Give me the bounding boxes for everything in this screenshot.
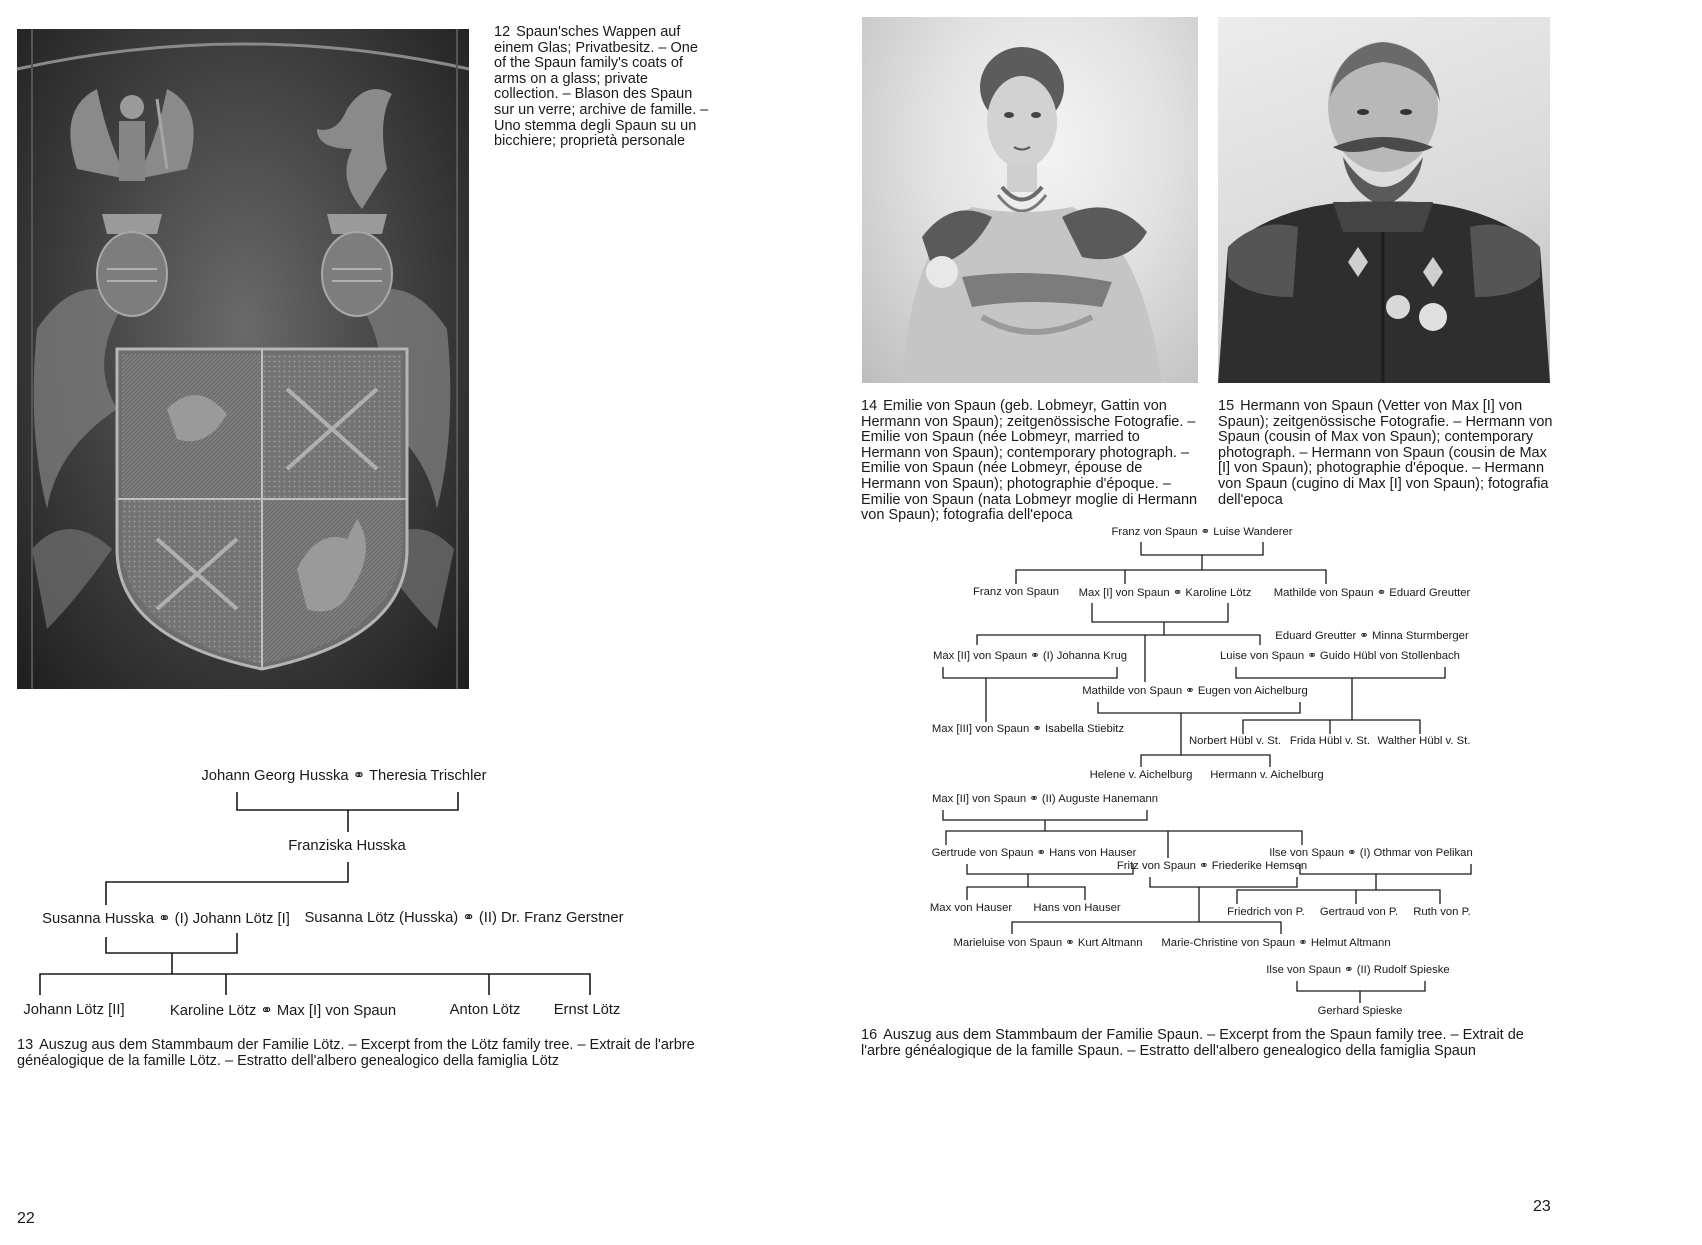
tree13-node-susanna-lotz-II: Susanna Lötz (Husska) ⚭ (II) Dr. Franz Gerstner [304,910,624,926]
tree16-max-II-auguste: Max [II] von Spaun ⚭ (II) Auguste Hanemann [931,793,1159,805]
figure-12-caption-text: Spaun'sches Wappen auf einem Glas; Privatbesitz. – One of the Spaun family's coats of arms on a glass; private collection. – Blason des Spaun sur un verre; archive de famille. – Uno stemma degli Spaun su un bicchiere; proprietà personale [494,24,709,150]
tree13-node-franziska-husska: Franziska Husska [288,838,406,854]
tree16-norbert-hubl: Norbert Hübl v. St. [1188,735,1282,747]
tree16-ilse-rudolf: Ilse von Spaun ⚭ (II) Rudolf Spieske [1266,964,1450,976]
tree13-node-johann-georg-husska: Johann Georg Husska ⚭ Theresia Trischler [201,768,487,784]
page-number-right: 23 [1533,1198,1551,1215]
tree16-max-III-isabella: Max [III] von Spaun ⚭ Isabella Stiebitz [931,723,1125,735]
tree16-ilse-othmar: Ilse von Spaun ⚭ (I) Othmar von Pelikan [1269,847,1473,859]
figure-16-number: 16 [861,1027,878,1043]
tree16-gertraud-von-p: Gertraud von P. [1319,906,1399,918]
tree16-helene-aichelburg: Helene v. Aichelburg [1089,769,1193,781]
figure-13-number: 13 [17,1037,34,1053]
tree16-max-II-johanna: Max [II] von Spaun ⚭ (I) Johanna Krug [932,650,1128,662]
figure-13-caption-text: Auszug aus dem Stammbaum der Familie Lötz. – Excerpt from the Lötz family tree. – Extrait de l'arbre généalogique de la famille Lötz. – Estratto dell'albero genealogico della famiglia Lötz [17,1037,695,1069]
tree16-friedrich-von-p: Friedrich von P. [1227,906,1305,918]
tree13-node-ernst-lotz: Ernst Lötz [553,1002,621,1018]
tree16-luise-guido: Luise von Spaun ⚭ Guido Hübl von Stollenbach [1220,650,1460,662]
tree16-hermann-aichelburg: Hermann v. Aichelburg [1210,769,1324,781]
tree16-frida-hubl: Frida Hübl v. St. [1289,735,1371,747]
tree16-marieluise-kurt: Marieluise von Spaun ⚭ Kurt Altmann [953,937,1143,949]
tree16-walther-hubl: Walther Hübl v. St. [1377,735,1471,747]
tree16-mathilde-eugen: Mathilde von Spaun ⚭ Eugen von Aichelburg [1082,685,1308,697]
figure-14-number: 14 [861,398,878,414]
tree16-ruth-von-p: Ruth von P. [1413,906,1471,918]
tree16-marie-christine-helmut: Marie-Christine von Spaun ⚭ Helmut Altmann [1161,937,1391,949]
tree16-franz-luise: Franz von Spaun ⚭ Luise Wanderer [1111,526,1293,538]
tree16-fritz-friederike: Fritz von Spaun ⚭ Friederike Hemsen [1116,860,1308,872]
tree16-eduard-minna: Eduard Greutter ⚭ Minna Sturmberger [1275,630,1469,642]
figure-15-caption-text: Hermann von Spaun (Vetter von Max [I] von Spaun); zeitgenössische Fotografie. – Hermann von Spaun (cousin of Max von Spaun); contemporary photograph. – Hermann von Spaun (cousin de Max [I] von Spaun); photographie d'époque. – Hermann von Spaun (cugino di Max [I] von Spaun); fotografia dell'epoca [1218,398,1553,508]
page-number-left: 22 [17,1210,35,1227]
figure-16-caption-text: Auszug aus dem Stammbaum der Familie Spaun. – Excerpt from the Spaun family tree. – Extrait de l'arbre généalogique de la famille Spaun. – Estratto dell'albero genealogico della famiglia Spaun [861,1027,1524,1059]
figure-16-caption [861,1028,1561,1059]
tree16-max-von-hauser: Max von Hauser [929,902,1013,914]
tree13-node-susanna-husska-I: Susanna Husska ⚭ (I) Johann Lötz [I] [42,911,290,927]
tree13-node-anton-lotz: Anton Lötz [449,1002,521,1018]
tree16-gertrude-hans: Gertrude von Spaun ⚭ Hans von Hauser [931,847,1137,859]
tree16-mathilde-eduard: Mathilde von Spaun ⚭ Eduard Greutter [1273,587,1471,599]
tree13-node-karoline-lotz: Karoline Lötz ⚭ Max [I] von Spaun [169,1003,397,1019]
figure-12-number: 12 [494,24,511,40]
figure-14-caption-text: Emilie von Spaun (geb. Lobmeyr, Gattin von Hermann von Spaun); zeitgenössische Fotografie. – Emilie von Spaun (née Lobmeyr, married to Hermann von Spaun); contemporary photograph. – Emilie von Spaun (née Lobmeyr, épouse de Hermann von Spaun); photographie d'époque. – Emilie von Spaun (nata Lobmeyr moglie di Hermann von Spaun); fotografia dell'epoca [861,398,1198,524]
tree16-gerhard-spieske: Gerhard Spieske [1317,1005,1403,1017]
figure-15-number: 15 [1218,398,1235,414]
tree16-hans-von-hauser: Hans von Hauser [1033,902,1121,914]
tree16-max-I-karoline: Max [I] von Spaun ⚭ Karoline Lötz [1078,587,1252,599]
tree16-franz-von-spaun: Franz von Spaun [972,586,1060,598]
tree13-node-johann-lotz-II: Johann Lötz [II] [23,1002,125,1018]
